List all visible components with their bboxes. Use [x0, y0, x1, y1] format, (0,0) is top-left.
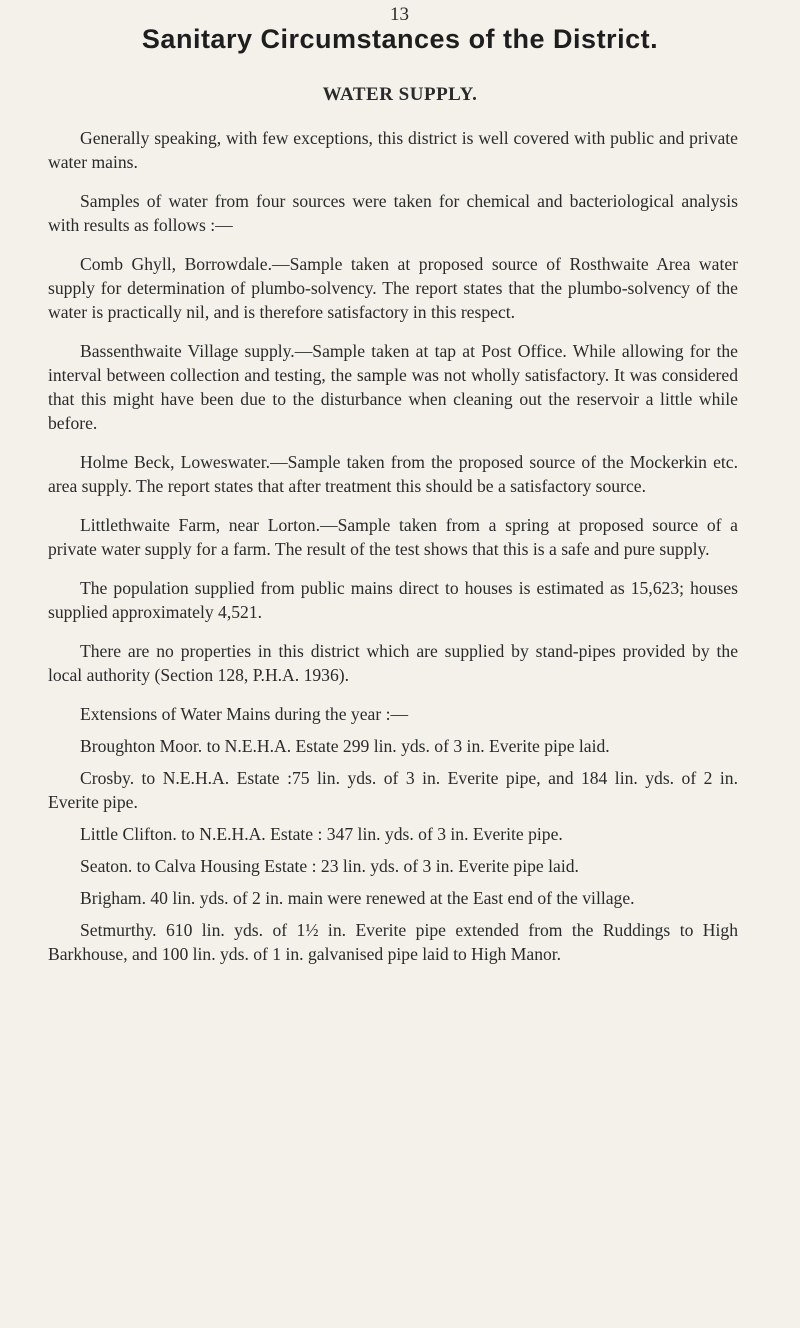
- paragraph-holme-beck: Holme Beck, Loweswater.—Sample taken from the proposed source of the Mockerkin etc. area supply. The report states that after treatment this should be a satisfactory source.: [48, 452, 738, 496]
- extension-item-crosby: Crosby. to N.E.H.A. Estate :75 lin. yds. of 3 in. Everite pipe, and 184 lin. yds. of 2 in. Everite pipe.: [48, 768, 738, 812]
- page-number: 13: [390, 4, 409, 25]
- extension-item-setmurthy: Setmurthy. 610 lin. yds. of 1½ in. Everite pipe extended from the Ruddings to High Barkhouse, and 100 lin. yds. of 1 in. galvanised pipe laid to High Manor.: [48, 920, 738, 964]
- paragraph-bassenthwaite: Bassenthwaite Village supply.—Sample taken at tap at Post Office. While allowing for the interval between collection and testing, the sample was not wholly satisfactory. It was considered that this might have been due to the disturbance when cleaning out the reservoir a little while before.: [48, 341, 738, 433]
- paragraph-intro: Generally speaking, with few exceptions, this district is well covered with public and private water mains.: [48, 128, 738, 172]
- page-title: Sanitary Circumstances of the District.: [141, 24, 659, 54]
- paragraph-littlethwaite: Littlethwaite Farm, near Lorton.—Sample taken from a spring at proposed source of a private water supply for a farm. The result of the test shows that this is a safe and pure supply.: [48, 515, 738, 559]
- extension-item-little-clifton: Little Clifton. to N.E.H.A. Estate : 347 lin. yds. of 3 in. Everite pipe.: [80, 824, 563, 844]
- paragraph-comb-ghyll: Comb Ghyll, Borrowdale.—Sample taken at proposed source of Rosthwaite Area water supply for determination of plumbo-solvency. The report states that the plumbo-solvency of the water is practically nil, and is therefore satisfactory in this respect.: [48, 254, 738, 322]
- paragraph-population: The population supplied from public mains direct to houses is estimated as 15,623; houses supplied approximately 4,521.: [48, 578, 738, 622]
- extension-item-broughton-moor: Broughton Moor. to N.E.H.A. Estate 299 lin. yds. of 3 in. Everite pipe laid.: [80, 736, 610, 756]
- paragraph-samples: Samples of water from four sources were taken for chemical and bacteriological analysis with results as follows :—: [48, 191, 738, 235]
- extension-item-brigham: Brigham. 40 lin. yds. of 2 in. main were renewed at the East end of the village.: [80, 888, 635, 908]
- extension-item-seaton: Seaton. to Calva Housing Estate : 23 lin. yds. of 3 in. Everite pipe laid.: [80, 856, 579, 876]
- section-heading: WATER SUPPLY.: [322, 84, 478, 105]
- paragraph-stand-pipes: There are no properties in this district which are supplied by stand-pipes provided by the local authority (Section 128, P.H.A. 1936).: [48, 641, 738, 685]
- document-body: [48, 126, 738, 966]
- paragraph-extensions-heading: Extensions of Water Mains during the year :—: [80, 704, 409, 724]
